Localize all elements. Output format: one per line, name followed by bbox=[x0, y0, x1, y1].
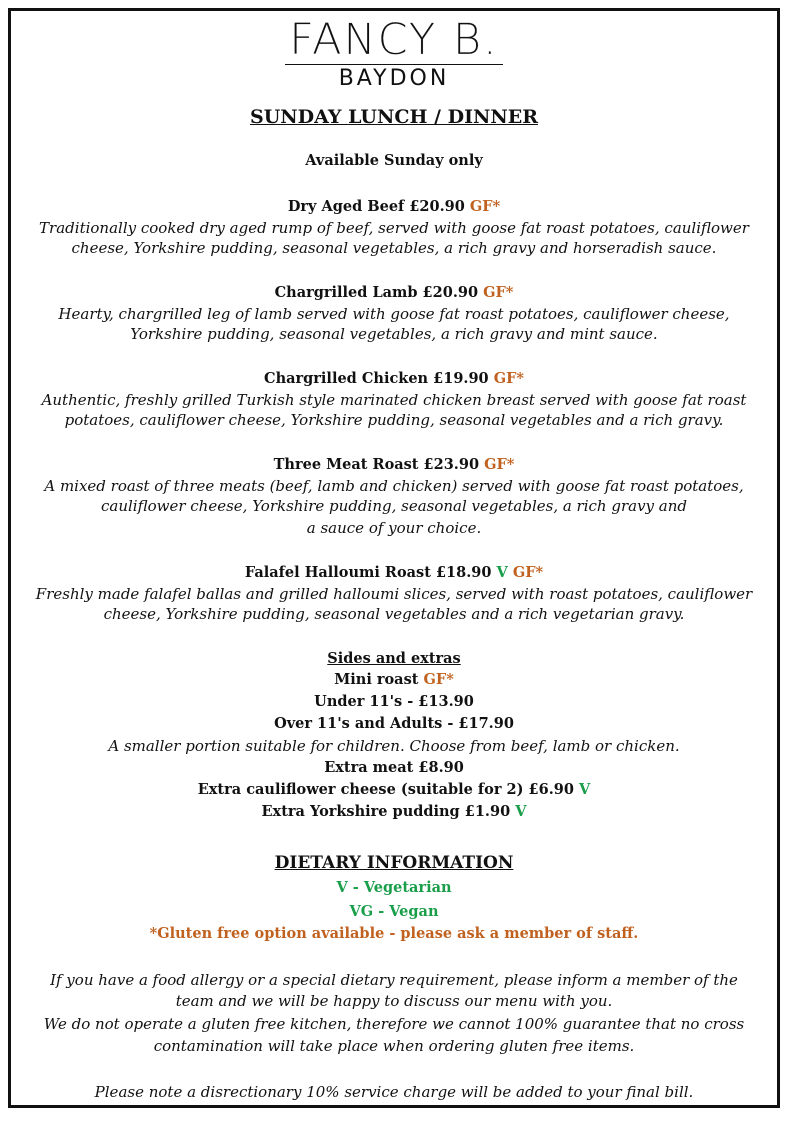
over-11-price: Over 11's and Adults - £17.90 bbox=[274, 715, 514, 732]
item-name: Three Meat Roast £23.90 bbox=[273, 456, 480, 473]
extra-cauliflower-label: Extra cauliflower cheese (suitable for 2) £6.90 bbox=[197, 781, 574, 798]
item-description: A mixed roast of three meats (beef, lamb and chicken) served with goose fat roast potatoes, bbox=[44, 477, 744, 495]
extra-yorkshire-label: Extra Yorkshire pudding £1.90 bbox=[261, 803, 511, 820]
item-description: cheese, Yorkshire pudding, seasonal vegetables, a rich gravy and horseradish sauce. bbox=[71, 239, 717, 257]
menu-item-title bbox=[8, 564, 780, 581]
item-name: Chargrilled Chicken £19.90 bbox=[264, 370, 489, 387]
menu-title: SUNDAY LUNCH / DINNER bbox=[250, 106, 538, 128]
service-charge-note: Please note a disrectionary 10% service charge will be added to your final bill. bbox=[94, 1083, 694, 1101]
brand-logo bbox=[8, 16, 780, 93]
dietary-vegan: VG - Vegan bbox=[349, 903, 439, 920]
item-description: Authentic, freshly grilled Turkish style marinated chicken breast served with goose fat roast bbox=[41, 391, 747, 409]
gluten-free-tag: GF* bbox=[483, 284, 514, 301]
sides-heading: Sides and extras bbox=[327, 650, 461, 667]
extra-meat: Extra meat £8.90 bbox=[324, 759, 464, 776]
extra-cauliflower bbox=[8, 781, 780, 798]
allergy-note: If you have a food allergy or a special dietary requirement, please inform a member of the bbox=[50, 971, 738, 989]
item-description: Traditionally cooked dry aged rump of beef, served with goose fat roast potatoes, cauliflower bbox=[39, 219, 749, 237]
item-description: potatoes, cauliflower cheese, Yorkshire pudding, seasonal vegetables and a rich gravy. bbox=[64, 411, 724, 429]
item-description: Freshly made falafel ballas and grilled halloumi slices, served with roast potatoes, cauliflower bbox=[35, 585, 753, 603]
availability-note: Available Sunday only bbox=[305, 152, 483, 169]
item-description: a sauce of your choice. bbox=[306, 519, 482, 537]
item-description: cauliflower cheese, Yorkshire pudding, seasonal vegetables, a rich gravy and bbox=[100, 497, 687, 515]
vegetarian-tag: V bbox=[496, 564, 508, 581]
item-description: Yorkshire pudding, seasonal vegetables, a rich gravy and mint sauce. bbox=[130, 325, 658, 343]
allergy-note: team and we will be happy to discuss our menu with you. bbox=[175, 992, 613, 1010]
brand-name: FANCY B. bbox=[285, 16, 502, 65]
gluten-note: contamination will take place when ordering gluten free items. bbox=[153, 1037, 635, 1055]
brand-location: BAYDON bbox=[338, 66, 450, 91]
menu-item-title bbox=[8, 284, 780, 301]
item-description: cheese, Yorkshire pudding, seasonal vegetables and a rich vegetarian gravy. bbox=[103, 605, 685, 623]
item-name: Falafel Halloumi Roast £18.90 bbox=[244, 564, 492, 581]
dietary-heading: DIETARY INFORMATION bbox=[274, 853, 514, 873]
vegetarian-tag: V bbox=[515, 803, 527, 820]
mini-roast-label: Mini roast bbox=[334, 671, 419, 688]
item-name: Chargrilled Lamb £20.90 bbox=[274, 284, 479, 301]
dietary-vegetarian: V - Vegetarian bbox=[336, 879, 452, 896]
item-description: Hearty, chargrilled leg of lamb served with goose fat roast potatoes, cauliflower cheese, bbox=[58, 305, 730, 323]
gluten-free-tag: GF* bbox=[469, 198, 501, 215]
menu-item-title bbox=[8, 198, 780, 215]
item-name: Dry Aged Beef £20.90 bbox=[287, 198, 465, 215]
gluten-note: We do not operate a gluten free kitchen, therefore we cannot 100% guarantee that no cross bbox=[43, 1015, 745, 1033]
menu-page bbox=[8, 8, 780, 1108]
mini-roast-note: A smaller portion suitable for children. Choose from beef, lamb or chicken. bbox=[108, 737, 680, 755]
vegetarian-tag: V bbox=[579, 781, 591, 798]
under-11-price: Under 11's - £13.90 bbox=[314, 693, 474, 710]
menu-item-title bbox=[8, 456, 780, 473]
gluten-free-tag: GF* bbox=[423, 671, 454, 688]
mini-roast bbox=[8, 671, 780, 688]
extra-yorkshire bbox=[8, 803, 780, 820]
dietary-gluten-free: *Gluten free option available - please ask a member of staff. bbox=[149, 925, 639, 942]
gluten-free-tag: GF* bbox=[512, 564, 544, 581]
menu-item-title bbox=[8, 370, 780, 387]
gluten-free-tag: GF* bbox=[493, 370, 524, 387]
gluten-free-tag: GF* bbox=[484, 456, 515, 473]
